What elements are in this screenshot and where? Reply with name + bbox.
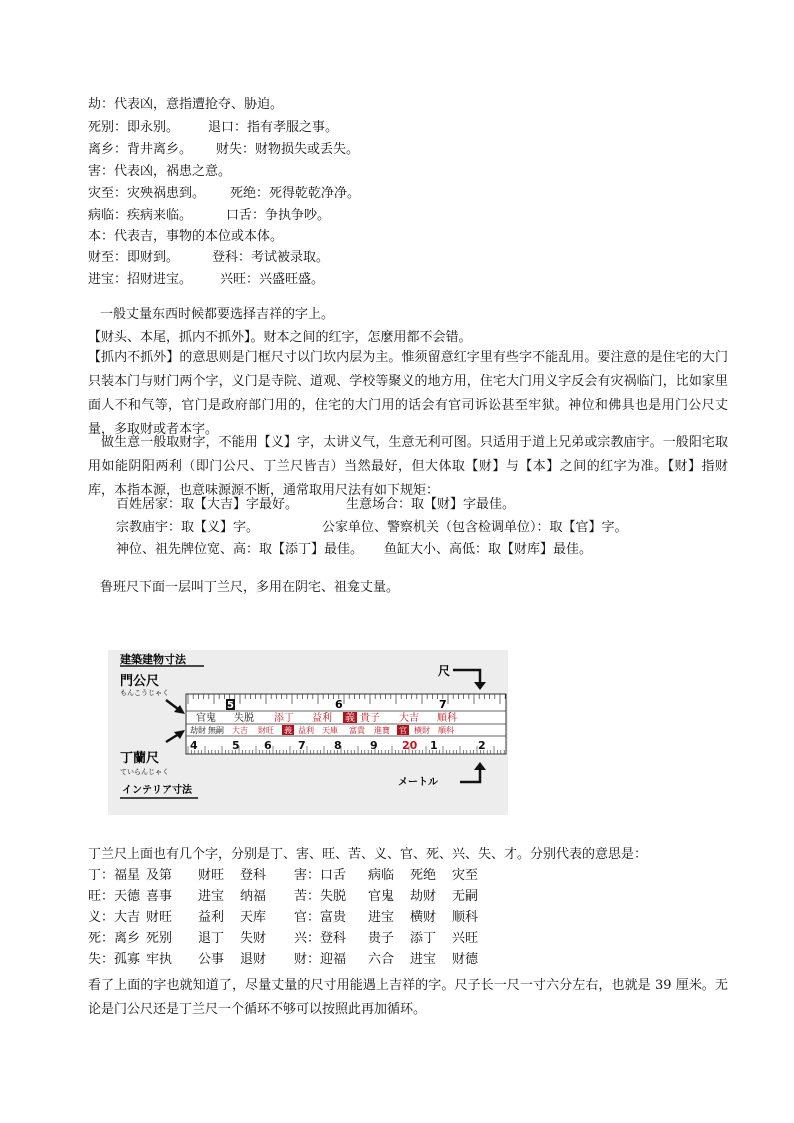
- table-cell: 苦：失脱: [294, 889, 347, 904]
- rule-item: 鱼缸大小、高低：取【财库】最佳。: [384, 542, 593, 557]
- arrow-meter: [460, 768, 480, 782]
- figure-subtitle: インテリア寸法: [122, 785, 192, 796]
- ruler-word: 大吉: [399, 713, 419, 724]
- ruler-word: 劫財: [190, 726, 206, 735]
- rule-item: 百姓居家：取【大吉】字最好。: [116, 497, 299, 512]
- ruler-bottom-number: 2: [478, 739, 486, 752]
- paragraph: 【抓内不抓外】的意思则是门框尺寸以门坎内层为主。惟须留意红字里有些字不能乱用。要注意的是住宅的大门只装本门与财门两个字，义门是寺院、道观、学校等聚义的地方用，住宅大门用义字反会有灾祸临门，比如家里面人不和气等，官门是政府部门用的，住宅的大门用的话会有官司诉讼甚至牢狱。神位和佛具也是用门公尺丈量，多取财或者本字。: [88, 350, 728, 437]
- ruler-bottom-number: 8: [334, 739, 342, 752]
- table-cell: 纳福: [240, 889, 267, 904]
- table-cell: 丁：福星: [88, 868, 141, 883]
- table-cell: 失财: [240, 931, 267, 946]
- definition-line: 财至：即财到。: [88, 250, 180, 265]
- ruler-bottom-number: 6: [264, 739, 272, 752]
- table-cell: 官：富贵: [294, 910, 347, 925]
- definition-line: 死绝：死得乾乾净净。: [230, 186, 361, 201]
- table-cell: 死别: [146, 931, 173, 946]
- table-cell: 进宝: [198, 889, 225, 904]
- label-teiran: 丁蘭尺: [120, 751, 160, 766]
- ruler-word: 益利: [312, 713, 332, 724]
- table-cell: 公事: [198, 952, 225, 967]
- label-shaku: 尺: [438, 664, 451, 678]
- ruler-word: 大吉: [232, 726, 248, 735]
- table-cell: 失：孤寡: [88, 952, 141, 967]
- ruler-word: 横財: [414, 726, 430, 735]
- ruler-word: 財旺: [258, 726, 274, 735]
- definition-line: 离乡：背井离乡。: [88, 142, 193, 157]
- table-cell: 登科: [240, 868, 267, 883]
- table-cell: 退财: [240, 952, 267, 967]
- table-cell: 死绝: [410, 868, 437, 883]
- ruler-word: 官: [399, 726, 407, 735]
- ruler-word: 義: [345, 713, 355, 724]
- ruler-word: 富貴: [349, 726, 365, 735]
- definition-line: 兴旺：兴盛旺盛。: [220, 272, 325, 287]
- label-mon-kou-kana: もんこうじゃく: [120, 689, 169, 697]
- table-cell: 退丁: [198, 931, 225, 946]
- table-cell: 死：离乡: [88, 931, 141, 946]
- table-cell: 牢执: [146, 952, 173, 967]
- ruler-bottom-number: 1: [430, 739, 438, 752]
- definition-line: 本：代表吉，事物的本位或本体。: [88, 229, 284, 244]
- paragraph: 做生意一般取财字，不能用【义】字，太讲义气，生意无利可图。只适用于道上兄弟或宗教庙宇。一般阳宅取用如能阴阳两利（即门公尺、丁兰尺皆吉）当然最好，但大体取【财】与【本】之间的红字为准。【财】指财库，本指本源，也意味源源不断，通常取用尺法有如下规矩：: [88, 435, 728, 498]
- definition-line: 财失：财物损失或丢失。: [216, 142, 360, 157]
- table-cell: 官鬼: [368, 889, 395, 904]
- arrow-head-meter: [474, 762, 486, 770]
- rule-item: 神位、祖先牌位宽、高：取【添丁】最佳。: [116, 542, 364, 557]
- ruler-word: 官鬼: [196, 713, 216, 724]
- table-cell: 财德: [452, 952, 479, 967]
- table-cell: 灾至: [452, 868, 479, 883]
- table-cell: 进宝: [368, 910, 395, 925]
- definition-line: 登科：考试被录取。: [212, 250, 330, 265]
- definition-line: 退口：指有孝服之事。: [208, 120, 339, 135]
- table-cell: 劫财: [410, 889, 437, 904]
- table-cell: 顺科: [452, 910, 479, 925]
- table-cell: 财旺: [198, 868, 225, 883]
- table-cell: 益利: [198, 910, 225, 925]
- rule-item: 宗教庙宇：取【义】字。: [116, 520, 260, 535]
- definition-line: 灾至：灾殃祸患到。: [88, 186, 206, 201]
- table-cell: 进宝: [410, 952, 437, 967]
- paragraph: 鲁班尺下面一层叫丁兰尺，多用在阴宅、祖龛丈量。: [100, 580, 400, 595]
- definition-line: 病临：疾病来临。: [88, 208, 193, 223]
- table-cell: 无嗣: [452, 889, 479, 904]
- ruler-bottom-number: 4: [190, 739, 198, 752]
- table-cell: 义：大吉: [88, 910, 141, 925]
- ruler-bottom-number: 7: [298, 739, 306, 752]
- table-cell: 兴旺: [452, 931, 479, 946]
- arrow-shaku: [453, 670, 480, 684]
- table-cell: 六合: [368, 952, 395, 967]
- ruler-top-number: 6: [335, 698, 343, 711]
- ruler-top-number: 7: [439, 698, 447, 711]
- ruler-word: 進寶: [374, 726, 390, 735]
- ruler-word: 順科: [437, 713, 457, 724]
- ruler-word: 添丁: [274, 713, 294, 724]
- table-cell: 旺：天德: [88, 889, 141, 904]
- ruler-word: 義: [284, 726, 292, 735]
- arrow-head-shaku: [474, 682, 486, 690]
- rule-item: 生意场合：取【财】字最佳。: [346, 497, 516, 512]
- ruler-word: 無嗣: [208, 726, 224, 735]
- table-cell: 财：迎福: [294, 952, 347, 967]
- table-cell: 横财: [410, 910, 437, 925]
- definition-line: 害：代表凶，祸患之意。: [88, 164, 232, 179]
- ruler-figure: [108, 650, 508, 815]
- table-cell: 天库: [240, 910, 267, 925]
- table-cell: 兴：登科: [294, 931, 347, 946]
- table-cell: 财旺: [146, 910, 173, 925]
- ruler-illustration: [108, 650, 508, 815]
- ruler-bottom-number: 5: [232, 739, 240, 752]
- paragraph: 看了上面的字也就知道了，尽量丈量的尺寸用能遇上吉祥的字。尺子长一尺一寸六分左右，也就是 39 厘米。无论是门公尺还是丁兰尺一个循环不够可以按照此再加循环。: [88, 978, 728, 1017]
- label-teiran-kana: ていらんじゃく: [120, 768, 169, 776]
- ruler-top-number: 5: [227, 700, 234, 711]
- rule-item: 公家单位、警察机关（包含检调单位）：取【官】字。: [322, 520, 628, 535]
- figure-title: 建築建物寸法: [120, 653, 186, 666]
- table-cell: 及第: [146, 868, 173, 883]
- ruler-bottom-number: 20: [402, 739, 418, 752]
- table-cell: 贵子: [368, 931, 395, 946]
- definition-line: 口舌：争执争吵。: [226, 208, 331, 223]
- ruler-word: 失脱: [234, 713, 254, 724]
- table-cell: 添丁: [410, 931, 437, 946]
- definition-line: 进宝：招财进宝。: [88, 272, 193, 287]
- ruler-bottom-number: 9: [370, 739, 378, 752]
- table-cell: 病临: [368, 868, 395, 883]
- paragraph: 丁兰尺上面也有几个字，分别是丁、害、旺、苦、义、官、死、兴、失、才。分别代表的意思是：: [88, 847, 648, 862]
- definition-line: 劫：代表凶，意指遭抢夺、胁迫。: [88, 97, 284, 112]
- ruler-word: 貴子: [360, 713, 380, 724]
- upper-words: [196, 711, 457, 724]
- ruler-word: 天庫: [322, 726, 338, 735]
- table-cell: 喜事: [146, 889, 173, 904]
- paragraph: 一般丈量东西时候都要选择吉祥的字上。: [100, 307, 335, 322]
- ruler-tape: [186, 694, 506, 754]
- label-meter: メートル: [398, 777, 438, 788]
- ruler-word: 順科: [438, 726, 454, 735]
- definition-line: 死别：即永别。: [88, 120, 180, 135]
- ruler-word: 益利: [298, 726, 314, 735]
- paragraph: 【财头、本尾，抓内不抓外】。财本之间的红字，怎麼用都不会错。: [88, 330, 472, 345]
- label-mon-kou: 門公尺: [120, 674, 160, 689]
- table-cell: 害：口舌: [294, 868, 347, 883]
